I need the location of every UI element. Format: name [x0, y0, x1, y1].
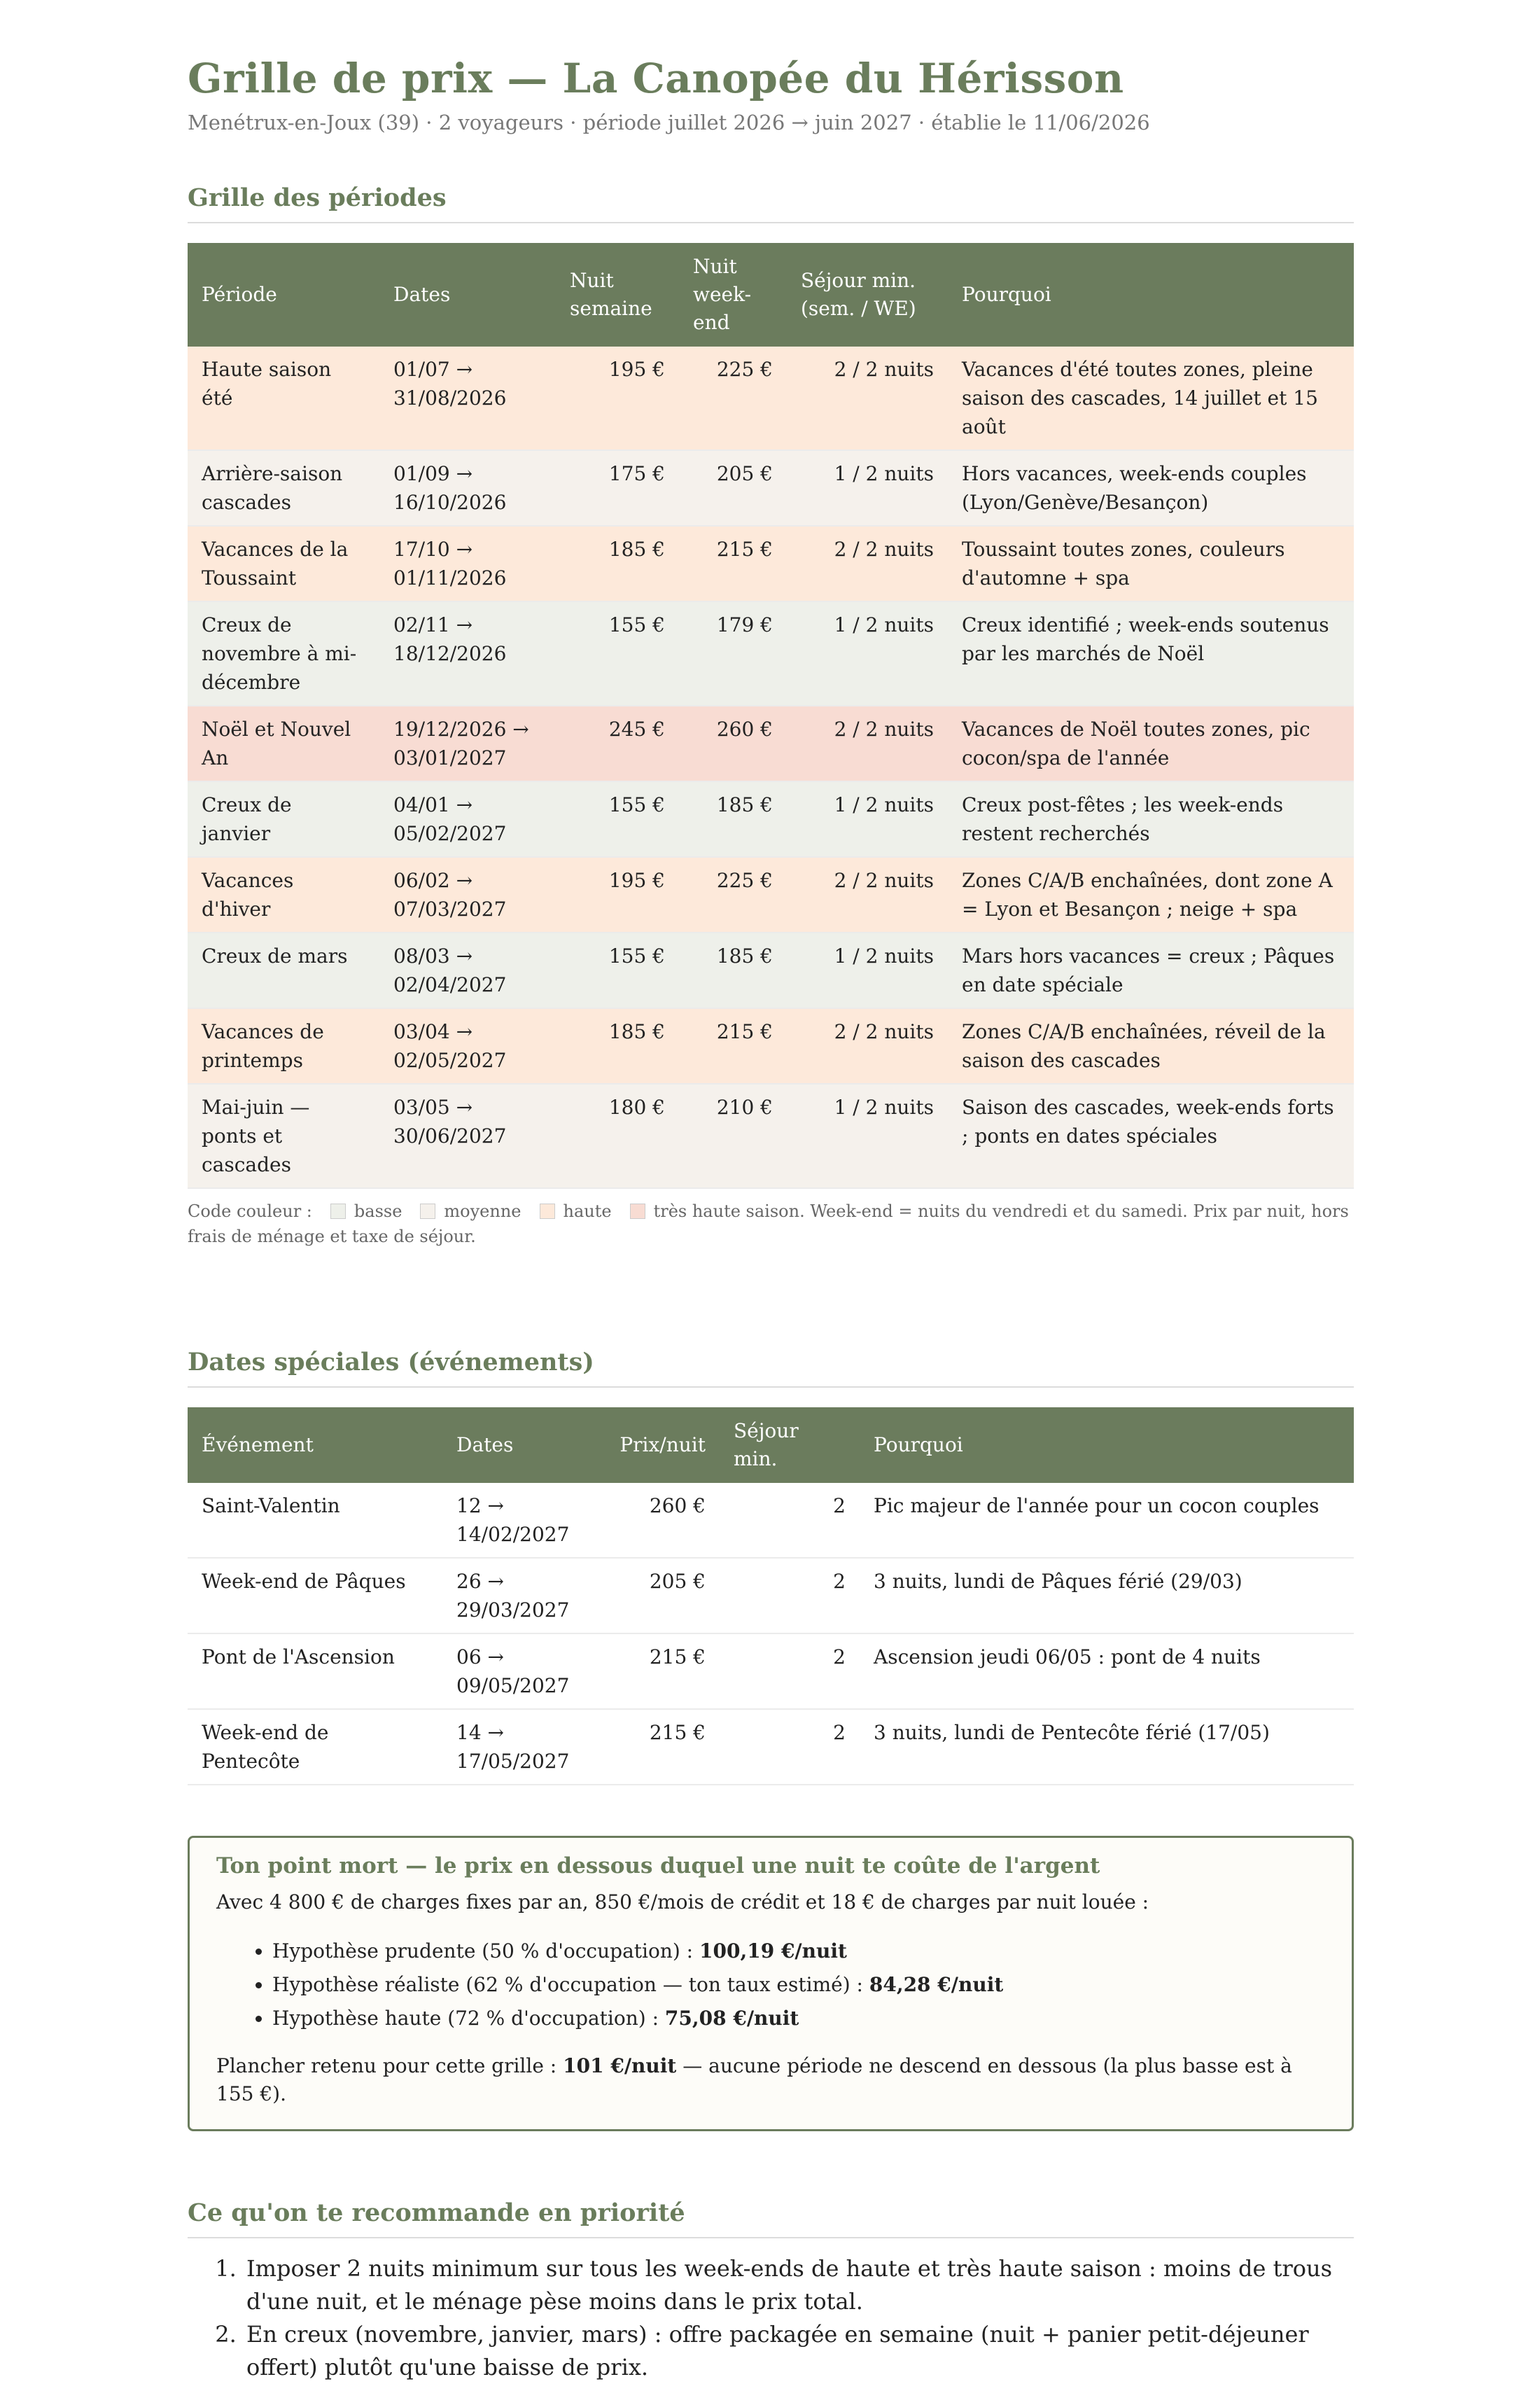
- period-row: [188, 450, 1354, 526]
- periods-body: [188, 347, 1354, 1188]
- period-name: Vacances de la Toussaint: [188, 526, 379, 601]
- recommendations-section: [188, 2198, 1354, 2384]
- reco-item: 2. En creux (novembre, janvier, mars) : offre packagée en semaine (nuit + panier petit-déjeuner offert) plutôt qu'une baisse de prix.: [244, 2318, 1354, 2384]
- col-header-event-dates: Dates: [456, 1433, 514, 1456]
- period-name: Vacances d'hiver: [188, 857, 379, 933]
- event-name: Week-end de Pâques: [188, 1558, 442, 1633]
- period-dates: 06/02 → 07/03/2027: [379, 857, 556, 933]
- period-dates: 19/12/2026 → 03/01/2027: [379, 706, 556, 781]
- reco-item: 1. Imposer 2 nuits minimum sur tous les week-ends de haute et très haute saison : moins de trous d'une nuit, et le ménage pèse moins dans le prix total.: [244, 2252, 1354, 2318]
- period-dates: 02/11 → 18/12/2026: [379, 601, 556, 706]
- legend-swatch-moyenne: [420, 1204, 435, 1219]
- period-min-stay: 1 / 2 nuits: [787, 1084, 948, 1188]
- period-min-stay: 2 / 2 nuits: [787, 347, 948, 450]
- breakeven-box: [188, 1836, 1354, 2131]
- event-price: 260 €: [603, 1483, 720, 1558]
- period-weekday-price: 195 €: [556, 857, 679, 933]
- period-min-stay: 2 / 2 nuits: [787, 706, 948, 781]
- period-dates: 08/03 → 02/04/2027: [379, 933, 556, 1008]
- col-header-why: Pourquoi: [962, 283, 1051, 306]
- period-row: [188, 857, 1354, 933]
- event-why: Ascension jeudi 06/05 : pont de 4 nuits: [860, 1633, 1354, 1709]
- period-min-stay: 1 / 2 nuits: [787, 450, 948, 526]
- floor-value: 101 €/nuit: [563, 2054, 677, 2077]
- period-row: [188, 526, 1354, 601]
- period-weekend-price: 215 €: [679, 526, 787, 601]
- period-why: Hors vacances, week-ends couples (Lyon/Genève/Besançon): [948, 450, 1354, 526]
- period-name: Mai-juin — ponts et cascades: [188, 1084, 379, 1188]
- event-price: 215 €: [603, 1709, 720, 1785]
- breakeven-item: [272, 1968, 1325, 2002]
- period-row: [188, 601, 1354, 706]
- col-header-weekend: Nuit week-end: [693, 255, 752, 334]
- period-weekday-price: 155 €: [556, 601, 679, 706]
- period-min-stay: 2 / 2 nuits: [787, 1008, 948, 1084]
- legend-swatch-tres-haute: [630, 1204, 645, 1219]
- period-weekend-price: 205 €: [679, 450, 787, 526]
- period-weekday-price: 155 €: [556, 781, 679, 857]
- event-dates: 14 → 17/05/2027: [442, 1709, 603, 1785]
- special-heading: Dates spéciales (événements): [188, 1348, 594, 1376]
- event-name: Week-end de Pentecôte: [188, 1709, 442, 1785]
- special-row: [188, 1558, 1354, 1633]
- event-dates: 26 → 29/03/2027: [442, 1558, 603, 1633]
- event-min-stay: 2: [720, 1558, 860, 1633]
- period-min-stay: 1 / 2 nuits: [787, 601, 948, 706]
- breakeven-value: 84,28 €/nuit: [869, 1973, 1004, 1996]
- period-dates: 03/04 → 02/05/2027: [379, 1008, 556, 1084]
- periods-table: [188, 243, 1354, 1189]
- period-row: [188, 1084, 1354, 1188]
- breakeven-floor: [216, 2052, 1325, 2108]
- legend-prefix: Code couleur :: [188, 1201, 312, 1221]
- period-weekend-price: 260 €: [679, 706, 787, 781]
- breakeven-item: [272, 2002, 1325, 2035]
- breakeven-title: Ton point mort — le prix en dessous duquel une nuit te coûte de l'argent: [216, 1853, 1100, 1878]
- period-weekend-price: 185 €: [679, 933, 787, 1008]
- legend-label-haute: haute: [563, 1201, 612, 1221]
- col-header-dates: Dates: [393, 283, 451, 306]
- col-header-weekday: Nuit semaine: [570, 269, 652, 320]
- period-row: [188, 933, 1354, 1008]
- period-dates: 01/07 → 31/08/2026: [379, 347, 556, 450]
- event-min-stay: 2: [720, 1709, 860, 1785]
- event-why: Pic majeur de l'année pour un cocon couples: [860, 1483, 1354, 1558]
- periods-heading-block: [188, 183, 1354, 223]
- period-weekend-price: 225 €: [679, 857, 787, 933]
- period-min-stay: 1 / 2 nuits: [787, 933, 948, 1008]
- col-header-price: Prix/nuit: [620, 1433, 706, 1456]
- event-name: Saint-Valentin: [188, 1483, 442, 1558]
- special-row: [188, 1709, 1354, 1785]
- period-name: Haute saison été: [188, 347, 379, 450]
- breakeven-list: [216, 1935, 1325, 2035]
- period-weekday-price: 245 €: [556, 706, 679, 781]
- breakeven-label: Hypothèse réaliste (62 % d'occupation — ton taux estimé) :: [272, 1973, 863, 1996]
- breakeven-intro: Avec 4 800 € de charges fixes par an, 850 €/mois de crédit et 18 € de charges par nuit louée :: [216, 1890, 1149, 1914]
- period-weekday-price: 180 €: [556, 1084, 679, 1188]
- period-why: Toussaint toutes zones, couleurs d'automne + spa: [948, 526, 1354, 601]
- period-name: Arrière-saison cascades: [188, 450, 379, 526]
- event-min-stay: 2: [720, 1483, 860, 1558]
- legend-label-tres-haute: très haute saison. Week-end = nuits du vendredi et du samedi. Prix par nuit, hors frais de ménage et taxe de séjour.: [188, 1201, 1349, 1246]
- period-min-stay: 2 / 2 nuits: [787, 857, 948, 933]
- period-weekday-price: 185 €: [556, 1008, 679, 1084]
- reco-heading: Ce qu'on te recommande en priorité: [188, 2198, 685, 2227]
- col-header-min-stay: Séjour min. (sem. / WE): [801, 269, 916, 320]
- breakeven-item: [272, 1935, 1325, 1968]
- period-row: [188, 781, 1354, 857]
- period-weekend-price: 185 €: [679, 781, 787, 857]
- col-header-period: Période: [202, 283, 277, 306]
- period-weekend-price: 210 €: [679, 1084, 787, 1188]
- periods-section: [188, 183, 1354, 1249]
- period-name: Creux de mars: [188, 933, 379, 1008]
- period-weekend-price: 225 €: [679, 347, 787, 450]
- special-table: [188, 1407, 1354, 1785]
- event-min-stay: 2: [720, 1633, 860, 1709]
- col-header-event: Événement: [202, 1433, 314, 1456]
- period-why: Mars hors vacances = creux ; Pâques en date spéciale: [948, 933, 1354, 1008]
- period-why: Vacances d'été toutes zones, pleine saison des cascades, 14 juillet et 15 août: [948, 347, 1354, 450]
- event-price: 215 €: [603, 1633, 720, 1709]
- reco-heading-block: [188, 2198, 1354, 2238]
- legend-label-moyenne: moyenne: [444, 1201, 522, 1221]
- period-name: Creux de novembre à mi-décembre: [188, 601, 379, 706]
- period-weekday-price: 155 €: [556, 933, 679, 1008]
- period-dates: 17/10 → 01/11/2026: [379, 526, 556, 601]
- period-why: Saison des cascades, week-ends forts ; ponts en dates spéciales: [948, 1084, 1354, 1188]
- event-why: 3 nuits, lundi de Pentecôte férié (17/05): [860, 1709, 1354, 1785]
- period-weekday-price: 175 €: [556, 450, 679, 526]
- period-weekend-price: 215 €: [679, 1008, 787, 1084]
- legend-swatch-haute: [540, 1204, 555, 1219]
- legend-swatch-basse: [330, 1204, 346, 1219]
- col-header-event-min: Séjour min.: [734, 1419, 799, 1470]
- period-name: Vacances de printemps: [188, 1008, 379, 1084]
- breakeven-value: 75,08 €/nuit: [664, 2007, 799, 2030]
- page-subtitle: Menétrux-en-Joux (39) · 2 voyageurs · période juillet 2026 → juin 2027 · établie le 11/06/2026: [188, 111, 1150, 134]
- period-dates: 01/09 → 16/10/2026: [379, 450, 556, 526]
- special-row: [188, 1483, 1354, 1558]
- event-price: 205 €: [603, 1558, 720, 1633]
- period-min-stay: 2 / 2 nuits: [787, 526, 948, 601]
- special-header-row: [188, 1407, 1354, 1483]
- event-dates: 12 → 14/02/2027: [442, 1483, 603, 1558]
- period-dates: 04/01 → 05/02/2027: [379, 781, 556, 857]
- period-row: [188, 706, 1354, 781]
- period-row: [188, 347, 1354, 450]
- special-row: [188, 1633, 1354, 1709]
- period-why: Zones C/A/B enchaînées, réveil de la saison des cascades: [948, 1008, 1354, 1084]
- breakeven-label: Hypothèse haute (72 % d'occupation) :: [272, 2007, 659, 2030]
- period-name: Creux de janvier: [188, 781, 379, 857]
- event-why: 3 nuits, lundi de Pâques férié (29/03): [860, 1558, 1354, 1633]
- floor-prefix: Plancher retenu pour cette grille :: [216, 2054, 557, 2077]
- period-why: Vacances de Noël toutes zones, pic cocon/spa de l'année: [948, 706, 1354, 781]
- period-dates: 03/05 → 30/06/2027: [379, 1084, 556, 1188]
- period-why: Creux post-fêtes ; les week-ends restent recherchés: [948, 781, 1354, 857]
- event-dates: 06 → 09/05/2027: [442, 1633, 603, 1709]
- event-name: Pont de l'Ascension: [188, 1633, 442, 1709]
- period-why: Creux identifié ; week-ends soutenus par les marchés de Noël: [948, 601, 1354, 706]
- special-section: [188, 1348, 1354, 1785]
- reco-list: [188, 2252, 1354, 2384]
- period-weekend-price: 179 €: [679, 601, 787, 706]
- period-weekday-price: 185 €: [556, 526, 679, 601]
- floor-suffix: — aucune période ne descend en dessous (la plus basse est à 155 €).: [216, 2054, 1292, 2105]
- period-min-stay: 1 / 2 nuits: [787, 781, 948, 857]
- color-legend: [188, 1199, 1354, 1249]
- breakeven-label: Hypothèse prudente (50 % d'occupation) :: [272, 1939, 694, 1963]
- periods-header-row: [188, 243, 1354, 347]
- period-weekday-price: 195 €: [556, 347, 679, 450]
- page-title: Grille de prix — La Canopée du Hérisson: [188, 55, 1124, 102]
- period-why: Zones C/A/B enchaînées, dont zone A = Lyon et Besançon ; neige + spa: [948, 857, 1354, 933]
- legend-label-basse: basse: [354, 1201, 402, 1221]
- col-header-event-why: Pourquoi: [874, 1433, 963, 1456]
- period-name: Noël et Nouvel An: [188, 706, 379, 781]
- period-row: [188, 1008, 1354, 1084]
- special-body: [188, 1483, 1354, 1785]
- breakeven-value: 100,19 €/nuit: [699, 1939, 847, 1963]
- special-heading-block: [188, 1348, 1354, 1388]
- periods-heading: Grille des périodes: [188, 183, 447, 212]
